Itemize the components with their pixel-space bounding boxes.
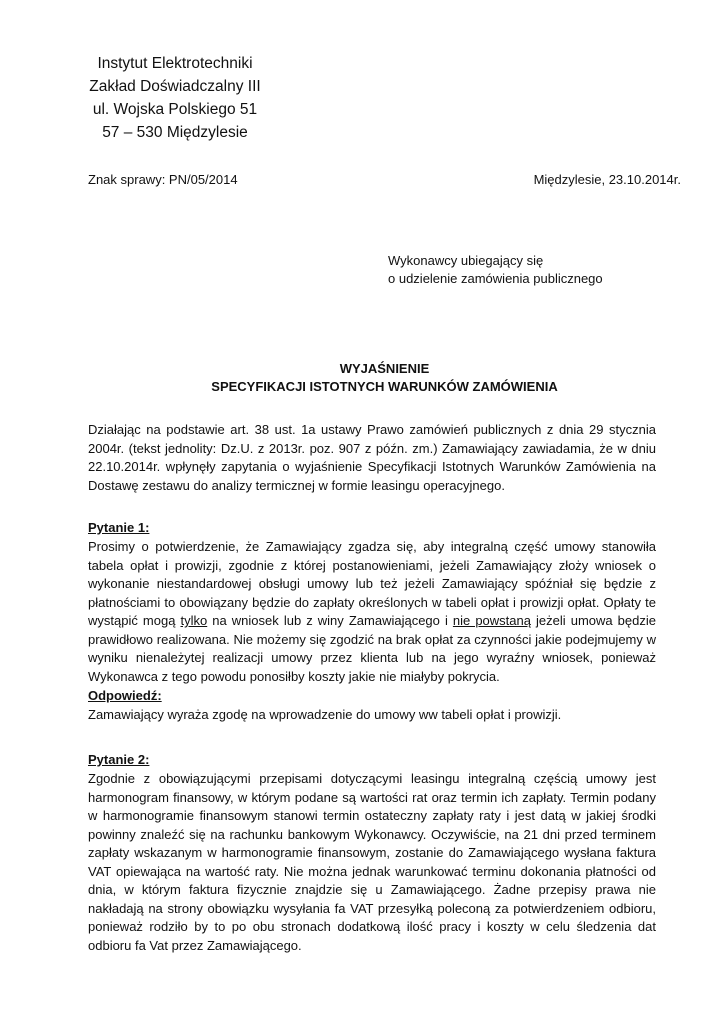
question-1-text-part-c: jeżeli umowa będzie prawidłowo realizowana. Nie możemy się zgodzić na brak opłat za czynności jakie podejmujemy w wyniku nienależytej realizacji umowy przez klienta lub na jego wyraźny wniosek, ponieważ Wykonawca z tego powodu ponosiłby koszty jakie nie miałyby pokrycia. bbox=[88, 613, 656, 684]
sender-address bbox=[60, 52, 290, 144]
sender-postal-city: 57 – 530 Międzylesie bbox=[102, 124, 248, 141]
question-2-text: Zgodnie z obowiązującymi przepisami dotyczącymi leasingu integralną częścią umowy jest harmonogram finansowy, w którym podane są wartości rat oraz termin ich zapłaty. Termin podany w harmonogramie finansowym stanowi termin ostateczny zapłaty raty i jest datą w jakiej środki powinny znaleźć się na rachunku bankowym Wykonawcy. Oczywiście, na 21 dni przed terminem zapłaty wskazanym w harmonogramie finansowym, zostanie do Zamawiającego wysłana faktura VAT opiewająca na wartość raty. Nie można jednak warunkować terminu dokonania płatności od dnia, w którym faktura fizycznie znajdzie się u Zamawiającego. Żadne przepisy prawa nie nakładają na strony obowiązku wysyłania fa VAT przesyłką poleconą za potwierdzeniem odbioru, ponieważ rodziło by to po obu stronach dodatkową ilość pracy i koszty w celu śledzenia dat odbioru fa Vat przez Zamawiającego. bbox=[88, 771, 656, 953]
question-1-text bbox=[88, 538, 656, 686]
question-1-text-part-a: Prosimy o potwierdzenie, że Zamawiający zgadza się, aby integralną część umowy stanowiła tabela opłat i prowizji, zgodnie z której postanowieniami, jeżeli Zamawiający złoży wniosek o wykonanie niestandardowej obsługi umowy lub też jeżeli Zamawiający spóźniał się będzie z płatnościami to obowiązany będzie do zapłaty określonych w tabeli opłat i prowizji opłat. Opłaty te wystąpić mogą bbox=[88, 539, 656, 628]
emphasis-will-not-arise: nie powstaną bbox=[452, 613, 531, 628]
case-reference: Znak sprawy: PN/05/2014 bbox=[88, 172, 238, 187]
answer-1-text: Zamawiający wyraża zgodę na wprowadzenie do umowy ww tabeli opłat i prowizji. bbox=[88, 707, 562, 722]
sender-department: Zakład Doświadczalny III bbox=[89, 78, 261, 95]
place-date: Międzylesie, 23.10.2014r. bbox=[533, 172, 681, 187]
document-subtitle: SPECYFIKACJI ISTOTNYCH WARUNKÓW ZAMÓWIENIA bbox=[211, 379, 558, 394]
recipient-line-1: Wykonawcy ubiegający się bbox=[388, 253, 544, 268]
question-2-label: Pytanie 2: bbox=[88, 752, 150, 767]
question-1-text-part-b: na wniosek lub z winy Zamawiającego i bbox=[207, 613, 453, 628]
intro-paragraph: Działając na podstawie art. 38 ust. 1a ustawy Prawo zamówień publicznych z dnia 29 stycznia 2004r. (tekst jednolity: Dz.U. z 2013r. poz. 907 z późn. zm.) Zamawiający zawiadamia, że w dniu 22.10.2014r. wpłynęły zapytania o wyjaśnienie Specyfikacji Istotnych Warunków Zamówienia na Dostawę zestawu do analizy termicznej w formie leasingu operacyjnego. bbox=[88, 422, 656, 493]
answer-1-label: Odpowiedź: bbox=[88, 688, 162, 703]
document-title: WYJAŚNIENIE bbox=[339, 361, 430, 376]
recipient-line-2: o udzielenie zamówienia publicznego bbox=[388, 271, 603, 286]
emphasis-only: tylko bbox=[180, 613, 208, 628]
sender-institute: Instytut Elektrotechniki bbox=[97, 55, 253, 72]
sender-street: ul. Wojska Polskiego 51 bbox=[92, 101, 258, 118]
question-1-label: Pytanie 1: bbox=[88, 520, 150, 535]
recipient bbox=[388, 252, 603, 288]
